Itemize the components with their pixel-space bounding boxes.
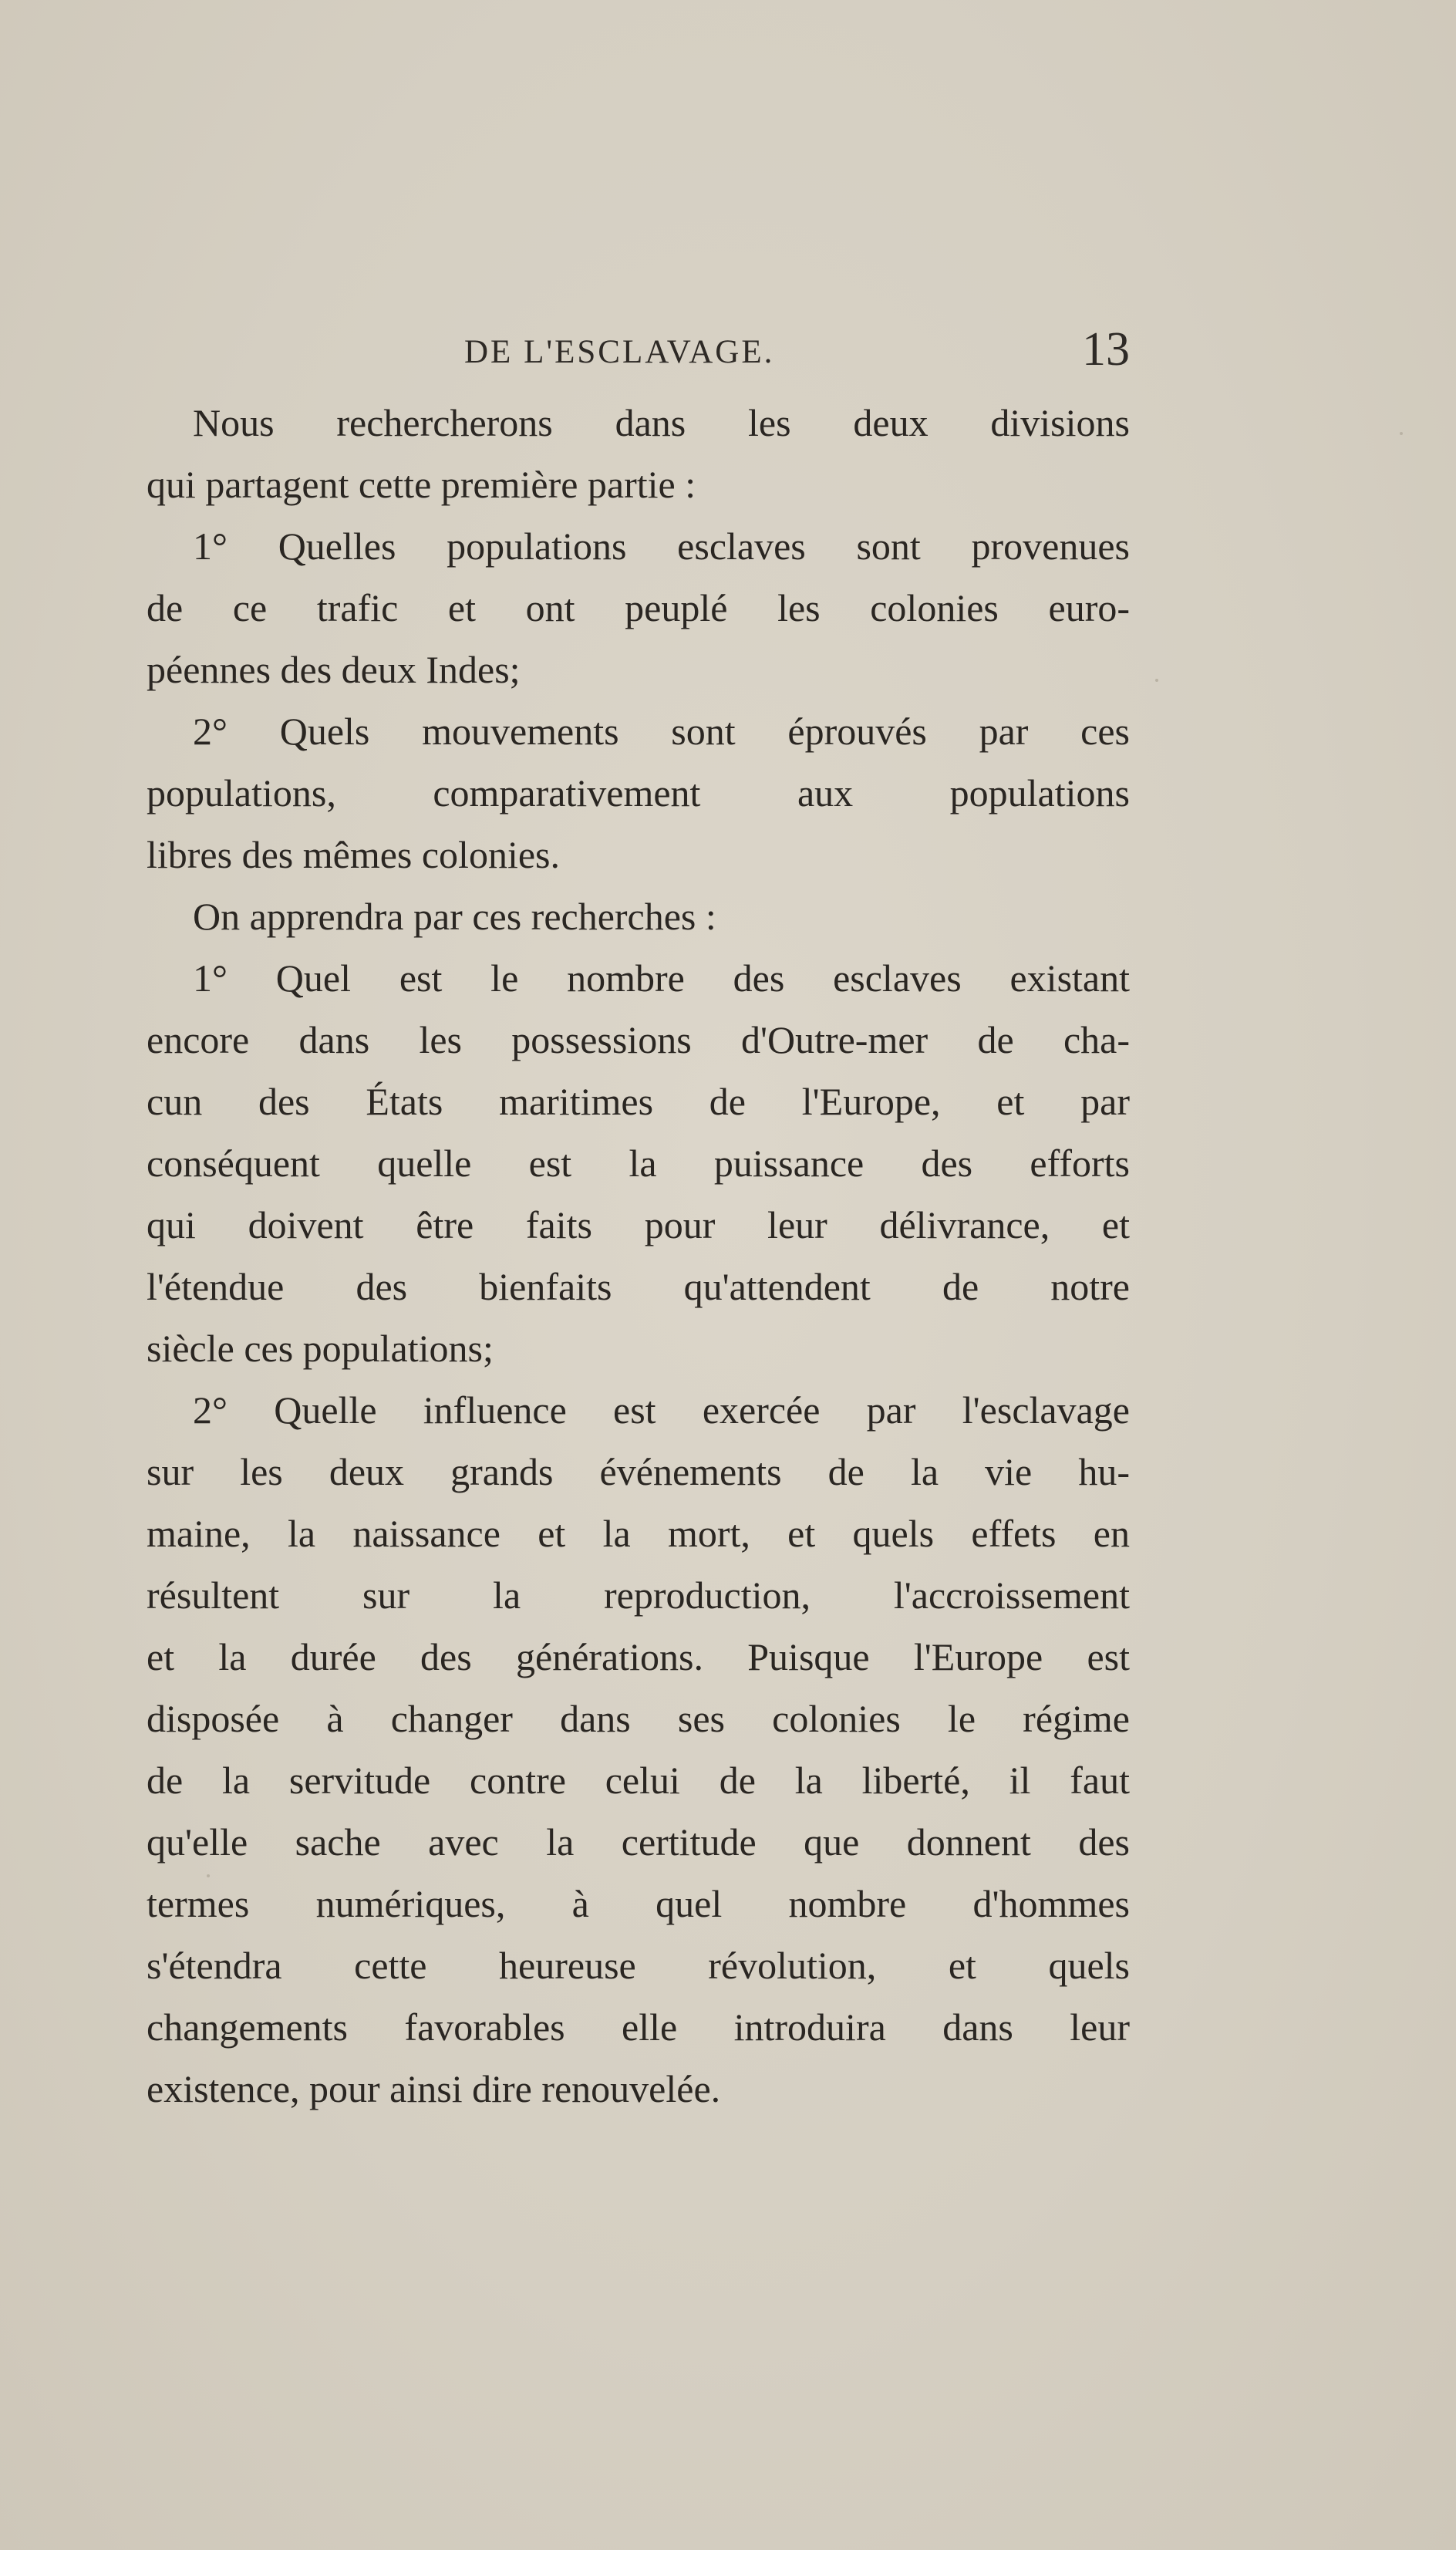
text-line: sur les deux grands événements de la vie hu- [147,1450,1130,1493]
paper-speck [1155,679,1158,682]
text-line: changements favorables elle introduira dans leur [147,2005,1130,2049]
text-line: existence, pour ainsi dire renouvelée. [147,2067,721,2110]
body-text [147,392,1130,2120]
text-line: de la servitude contre celui de la liberté, il faut [147,1759,1130,1802]
text-line: encore dans les possessions d'Outre-mer de cha- [147,1018,1130,1061]
text-line: maine, la naissance et la mort, et quels effets en [147,1512,1130,1555]
text-line: disposée à changer dans ses colonies le régime [147,1697,1130,1740]
text-line: cun des États maritimes de l'Europe, et par [147,1080,1130,1123]
paper-speck [207,1874,210,1877]
page-number: 13 [1082,323,1130,376]
text-line: qui partagent cette première partie : [147,463,696,506]
text-line: et la durée des générations. Puisque l'Europe est [147,1635,1130,1678]
text-line: Nous rechercherons dans les deux divisions [193,401,1130,444]
text-line: résultent sur la reproduction, l'accroissement [147,1574,1130,1617]
text-line: On apprendra par ces recherches : [193,895,716,938]
text-line: termes numériques, à quel nombre d'hommes [147,1882,1130,1925]
text-line: 2° Quelle influence est exercée par l'esclavage [193,1388,1130,1432]
text-line: populations, comparativement aux populations [147,771,1130,815]
text-line: s'étendra cette heureuse révolution, et quels [147,1944,1130,1987]
text-line: 1° Quel est le nombre des esclaves existant [193,956,1130,1000]
text-line: siècle ces populations; [147,1327,494,1370]
text-line: de ce trafic et ont peuplé les colonies euro- [147,586,1130,629]
page-header [147,322,1130,378]
paper-speck [1400,432,1403,435]
text-line: qu'elle sache avec la certitude que donnent des [147,1820,1130,1864]
text-line: libres des mêmes colonies. [147,833,560,876]
running-title: DE L'ESCLAVAGE. [464,334,775,370]
text-line: 2° Quels mouvements sont éprouvés par ces [193,710,1130,753]
text-line: l'étendue des bienfaits qu'attendent de notre [147,1265,1130,1308]
text-line: 1° Quelles populations esclaves sont provenues [193,525,1130,568]
text-line: qui doivent être faits pour leur délivrance, et [147,1203,1130,1246]
text-line: conséquent quelle est la puissance des efforts [147,1142,1130,1185]
text-line: péennes des deux Indes; [147,648,521,691]
